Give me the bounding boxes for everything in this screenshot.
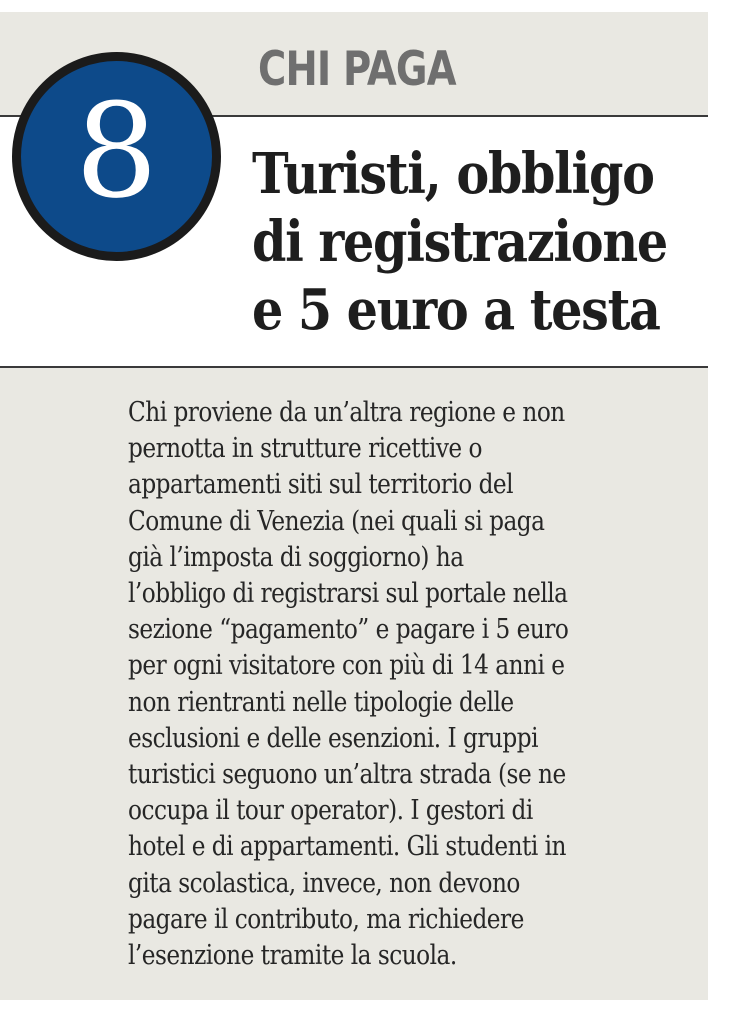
headline [252, 140, 667, 344]
headline-line: e 5 euro a testa [252, 277, 660, 343]
body-line: l’obbligo di registrarsi sul portale nella [128, 578, 568, 610]
body-divider [0, 366, 708, 368]
headline-line: di registrazione [252, 209, 667, 275]
body-line: l’esenzione tramite la scuola. [128, 940, 457, 972]
body-paragraph [128, 395, 610, 974]
body-line: sezione “pagamento” e pagare i 5 euro [128, 614, 569, 646]
body-line: appartamenti siti sul territorio del [128, 469, 514, 501]
body-line: già l’imposta di soggiorno) ha [128, 541, 464, 573]
body-line: esclusioni e delle esenzioni. I gruppi [128, 722, 538, 754]
headline-line: Turisti, obbligo [252, 141, 654, 207]
body-line: Comune di Venezia (nei quali si paga [128, 505, 545, 537]
number-badge [12, 52, 221, 261]
body-line: gita scolastica, invece, non devono [128, 867, 520, 899]
body-line: pagare il contributo, ma richiedere [128, 903, 524, 935]
body-line: per ogni visitatore con più di 14 anni e [128, 650, 565, 682]
section-kicker: CHI PAGA [258, 42, 456, 97]
body-line: occupa il tour operator). I gestori di [128, 795, 533, 827]
body-line: pernotta in strutture ricettive o [128, 433, 482, 465]
body-line: Chi proviene da un’altra regione e non [128, 397, 565, 428]
badge-number: 8 [75, 74, 158, 227]
article-box [0, 12, 708, 1000]
body-line: non rientranti nelle tipologie delle [128, 686, 514, 718]
body-line: turistici seguono un’altra strada (se ne [128, 759, 566, 791]
body-line: hotel e di appartamenti. Gli studenti in [128, 831, 566, 863]
